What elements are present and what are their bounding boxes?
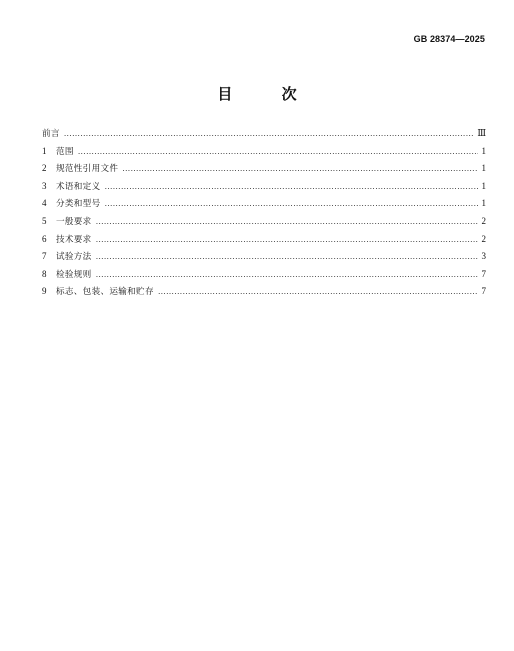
page-title: 目 次 [217, 85, 319, 103]
toc-entry-title: 术语和定义 [56, 181, 101, 192]
toc-entry-number: 9 [42, 286, 47, 297]
toc-entry-title: 前言 [42, 129, 60, 139]
dot-leader [64, 125, 474, 143]
toc-entry-number: 5 [42, 215, 47, 226]
toc-entry-page: 1 [481, 163, 486, 174]
toc-entry-title: 试验方法 [56, 252, 92, 263]
dot-leader [96, 213, 478, 231]
toc-entry-2[interactable] [42, 160, 486, 178]
toc-entry-8[interactable] [42, 266, 486, 284]
toc-entry-title: 分类和型号 [56, 199, 101, 210]
toc-entry-title: 标志、包装、运输和贮存 [56, 287, 154, 298]
toc-entry-page: 2 [481, 233, 486, 244]
toc-entry-number: 3 [42, 180, 47, 191]
toc-entry-6[interactable] [42, 231, 486, 249]
dot-leader [96, 266, 478, 284]
toc-entry-page: 7 [481, 286, 486, 297]
dot-leader [78, 143, 478, 161]
toc-entry-page: Ⅲ [477, 128, 486, 138]
dot-leader [96, 248, 478, 266]
toc-entry-title: 范围 [56, 146, 74, 157]
toc-entry-5[interactable] [42, 213, 486, 231]
toc-entry-number: 7 [42, 251, 47, 262]
standard-code: GB 28374—2025 [413, 34, 485, 44]
dot-leader [104, 178, 477, 196]
toc-entry-title: 一般要求 [56, 216, 92, 227]
toc-entry-title: 检验规则 [56, 269, 92, 280]
toc-entry-page: 3 [481, 251, 486, 262]
toc-entry-9[interactable] [42, 283, 486, 301]
dot-leader [96, 231, 478, 249]
toc-entry-page: 7 [481, 268, 486, 279]
toc-entry-page: 2 [481, 215, 486, 226]
toc-entry-number: 4 [42, 198, 47, 209]
dot-leader [158, 283, 478, 301]
toc-entry-foreword[interactable] [42, 125, 486, 143]
toc-entry-page: 1 [481, 198, 486, 209]
toc-entry-title: 技术要求 [56, 234, 92, 245]
toc-entry-7[interactable] [42, 248, 486, 266]
table-of-contents [42, 125, 486, 301]
toc-entry-number: 1 [42, 145, 47, 156]
toc-entry-page: 1 [481, 145, 486, 156]
toc-entry-number: 2 [42, 163, 47, 174]
toc-entry-1[interactable] [42, 143, 486, 161]
toc-entry-page: 1 [481, 180, 486, 191]
dot-leader [104, 195, 477, 213]
toc-entry-number: 6 [42, 233, 47, 244]
dot-leader [122, 160, 477, 178]
toc-entry-4[interactable] [42, 195, 486, 213]
toc-entry-3[interactable] [42, 178, 486, 196]
toc-entry-title: 规范性引用文件 [56, 164, 119, 175]
toc-entry-number: 8 [42, 268, 47, 279]
